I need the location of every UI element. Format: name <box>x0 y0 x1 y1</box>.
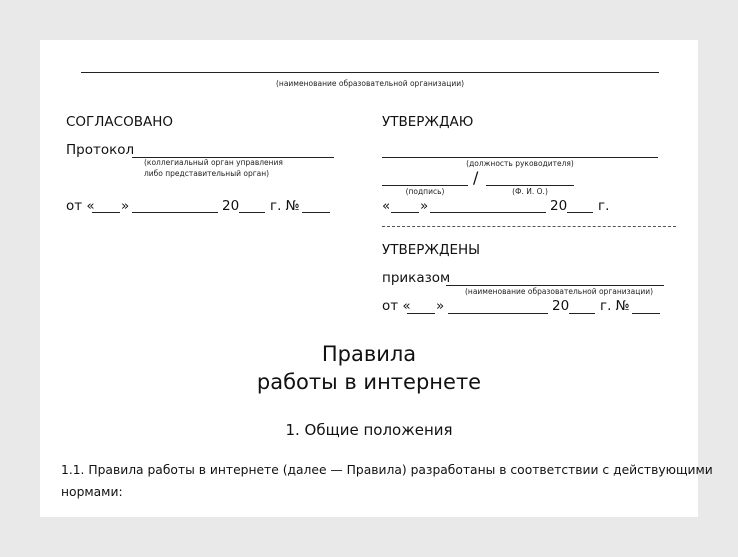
document-page <box>40 40 713 517</box>
dashed-separator <box>382 226 676 227</box>
fio-line <box>486 185 574 186</box>
order-label: приказом <box>382 270 451 286</box>
org-caption: (наименование образовательной организации) <box>276 79 464 88</box>
right-year-line <box>567 212 593 213</box>
order-date-from: от « <box>382 298 411 314</box>
right-date-close: » <box>420 198 429 214</box>
left-date-from: от « <box>66 198 95 214</box>
document-title-line-1: Правила <box>321 342 417 366</box>
order-line <box>446 285 664 286</box>
order-date-close: » <box>436 298 445 314</box>
order-number-line <box>632 313 660 314</box>
left-month-line <box>132 212 218 213</box>
right-date-open: « <box>382 198 391 214</box>
approved-order-title: УТВЕРЖДЕНЫ <box>382 242 481 258</box>
left-year-suffix: г. № <box>270 198 300 214</box>
agreed-title: СОГЛАСОВАНО <box>66 114 173 130</box>
order-day-line <box>407 313 435 314</box>
approve-title: УТВЕРЖДАЮ <box>382 114 474 130</box>
signature-line <box>382 185 468 186</box>
left-year-prefix: 20 <box>222 198 240 214</box>
paragraph-line-1: 1.1. Правила работы в интернете (далее — Правила) разработаны в соответствии с действующими <box>61 463 713 477</box>
org-name-line <box>81 72 659 73</box>
order-month-line <box>448 313 548 314</box>
left-day-line <box>92 212 120 213</box>
order-caption: (наименование образовательной организации) <box>465 287 653 296</box>
order-year-line <box>569 313 595 314</box>
paragraph-line-2: нормами: <box>61 485 123 499</box>
protocol-caption-2: либо представительный орган) <box>144 169 270 178</box>
section-heading: 1. Общие положения <box>285 421 453 439</box>
position-line <box>382 157 658 158</box>
right-year-suffix: г. <box>598 198 610 214</box>
right-month-line <box>430 212 546 213</box>
signature-slash: / <box>473 168 479 187</box>
document-title-line-2: работы в интернете <box>256 370 482 394</box>
order-year-prefix: 20 <box>552 298 570 314</box>
right-day-line <box>391 212 419 213</box>
position-caption: (должность руководителя) <box>466 159 574 168</box>
signature-caption: (подпись) <box>405 187 445 196</box>
order-year-suffix: г. № <box>600 298 630 314</box>
fio-caption: (Ф. И. О.) <box>512 187 548 196</box>
left-number-line <box>302 212 330 213</box>
protocol-caption-1: (коллегиальный орган управления <box>144 158 283 167</box>
protocol-label: Протокол <box>66 142 135 158</box>
left-year-line <box>239 212 265 213</box>
right-year-prefix: 20 <box>550 198 568 214</box>
left-date-close: » <box>121 198 130 214</box>
